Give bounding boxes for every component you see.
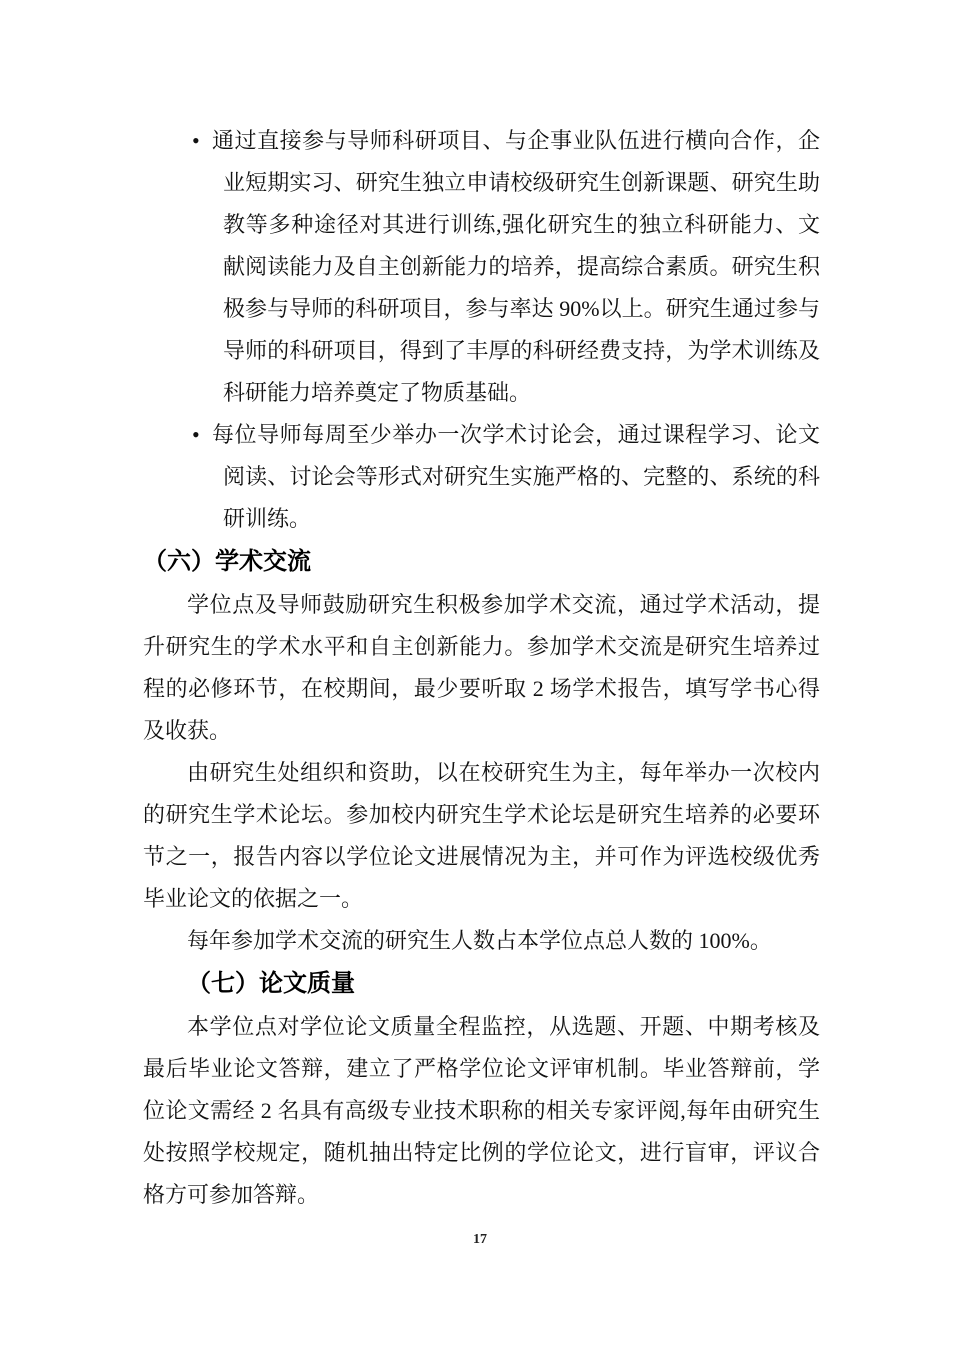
section-heading-6: （六）学术交流 bbox=[143, 549, 311, 575]
bullet-icon: • bbox=[192, 128, 200, 153]
bullet-item bbox=[143, 414, 820, 540]
bullet-item bbox=[143, 120, 820, 414]
paragraph: 本学位点对学位论文质量全程监控，从选题、开题、中期考核及最后毕业论文答辩，建立了严格学位论文评审机制。毕业答辩前，学位论文需经 2 名具有高级专业技术职称的相关专家评阅,每年由研究生处按照学校规定，随机抽出特定比例的学位论文，进行盲审，评议合格方可参加答辩。 bbox=[143, 1014, 820, 1207]
page-number: 17 bbox=[473, 1232, 487, 1247]
bullet-list bbox=[143, 120, 820, 540]
section-heading-7: （七）论文质量 bbox=[187, 971, 355, 997]
paragraph: 每年参加学术交流的研究生人数占本学位点总人数的 100%。 bbox=[187, 928, 772, 953]
bullet-text: 通过直接参与导师科研项目、与企事业队伍进行横向合作，企业短期实习、研究生独立申请校级研究生创新课题、研究生助教等多种途径对其进行训练,强化研究生的独立科研能力、文献阅读能力及自主创新能力的培养，提高综合素质。研究生积极参与导师的科研项目，参与率达 90%以上。研究生通过参与导师的科研项目，得到了丰厚的科研经费支持，为学术训练及科研能力培养奠定了物质基础。 bbox=[212, 128, 820, 405]
bullet-text: 每位导师每周至少举办一次学术讨论会，通过课程学习、论文阅读、讨论会等形式对研究生实施严格的、完整的、系统的科研训练。 bbox=[212, 422, 820, 531]
bullet-icon: • bbox=[192, 422, 200, 447]
paragraph: 由研究生处组织和资助，以在校研究生为主，每年举办一次校内的研究生学术论坛。参加校内研究生学术论坛是研究生培养的必要环节之一，报告内容以学位论文进展情况为主，并可作为评选校级优秀毕业论文的依据之一。 bbox=[143, 760, 820, 911]
paragraph: 学位点及导师鼓励研究生积极参加学术交流，通过学术活动，提升研究生的学术水平和自主创新能力。参加学术交流是研究生培养过程的必修环节，在校期间，最少要听取 2 场学术报告，填写学书心得及收获。 bbox=[143, 592, 820, 743]
page-content bbox=[143, 120, 820, 1216]
